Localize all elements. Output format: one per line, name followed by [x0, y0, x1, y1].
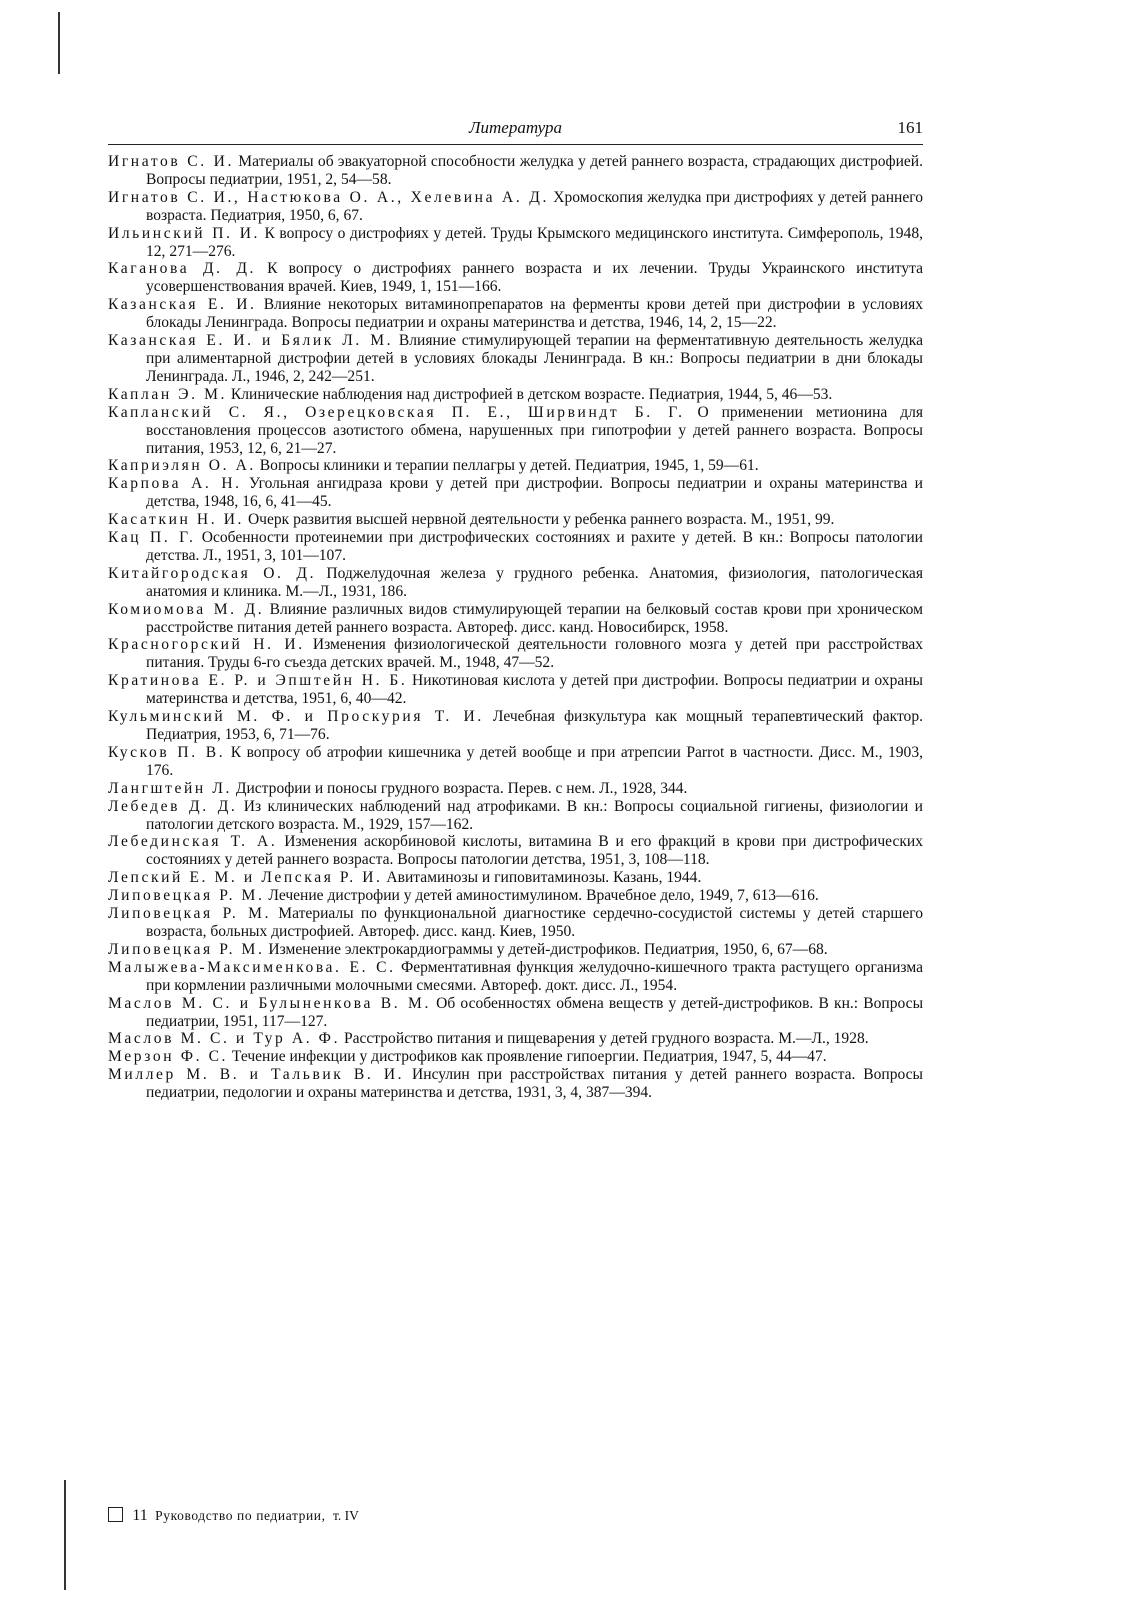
reference-author: Казанская Е. И. и Бялик Л. М. [108, 332, 394, 350]
reference-entry [108, 869, 923, 887]
reference-author: Лебедев Д. Д. [108, 797, 238, 815]
reference-entry [108, 1048, 923, 1066]
reference-entry [108, 189, 923, 225]
reference-entry [108, 565, 923, 601]
reference-author: Маслов М. С. и Тур А. Ф. [108, 1030, 341, 1048]
reference-text: Поджелудочная железа у грудного ребенка. Анатомия, физиология, патологическая анатомия и клиника. М.—Л., 1931, 186. [146, 564, 923, 600]
reference-text: Лечение дистрофии у детей аминостимулином. Врачебное дело, 1949, 7, 613—616. [268, 887, 819, 905]
scan-artifact-top [58, 12, 60, 74]
reference-text: Изменение электрокардиограммы у детей-дистрофиков. Педиатрия, 1950, 6, 67—68. [268, 940, 828, 958]
reference-entry [108, 225, 923, 261]
reference-entry [108, 636, 923, 672]
reference-entry [108, 153, 923, 189]
reference-author: Мерзон Ф. С. [108, 1048, 229, 1066]
reference-text: Авитаминозы и гиповитаминозы. Казань, 1944. [386, 869, 702, 887]
reference-author: Кратинова Е. Р. и Эпштейн Н. Б. [108, 672, 408, 690]
reference-entry [108, 672, 923, 708]
reference-author: Каганова Д. Д. [108, 260, 257, 278]
reference-text: Инсулин при расстройствах питания у детей раннего возраста. Вопросы педиатрии, педологии и охраны материнства и детства, 1931, 3, 4, 387—394. [146, 1066, 923, 1102]
reference-author: Миллер М. В. и Тальвик В. И. [108, 1066, 405, 1084]
footer-book-title: Руководство по педиатрии, [155, 1508, 326, 1523]
reference-author: Кульминский М. Ф. и Проскурия Т. И. [108, 708, 484, 726]
reference-text: Очерк развития высшей нервной деятельности у ребенка раннего возраста. М., 1951, 99. [247, 511, 835, 529]
reference-author: Липовецкая Р. М. [108, 905, 272, 923]
reference-entry [108, 404, 923, 458]
reference-entry [108, 529, 923, 565]
reference-entry [108, 833, 923, 869]
signature-number: 11 [132, 1507, 148, 1524]
reference-author: Ильинский П. И. [108, 224, 261, 242]
reference-author: Казанская Е. И. [108, 296, 257, 314]
reference-text: Особенности протеинемии при дистрофических состояниях и рахите у детей. В кн.: Вопросы патологии детства. Л., 1951, 3, 101—107. [146, 529, 924, 564]
reference-entry [108, 744, 923, 780]
reference-text: Влияние некоторых витаминопрепаратов на ферменты крови детей при дистрофии в условиях блокады Ленинграда. Вопросы педиатрии и охраны материнства и детства, 1946, 14, 2, 15—22. [146, 296, 924, 332]
reference-author: Каплан Э. М. [108, 385, 227, 403]
reference-text: Течение инфекции у дистрофиков как проявление гипоергии. Педиатрия, 1947, 5, 44—47. [231, 1048, 827, 1066]
page-body [108, 112, 923, 1102]
reference-author: Касаткин Н. И. [108, 511, 245, 529]
signature-footer [108, 1507, 359, 1525]
reference-text: К вопросу о дистрофиях у детей. Труды Крымского медицинского института. Симферополь, 1948, 12, 271—276. [146, 224, 923, 260]
reference-text: Изменения физиологической деятельности головного мозга у детей при расстройствах питания. Труды 6-го съезда детских врачей. М., 1948, 47—52. [146, 636, 924, 672]
reference-text: О применении метионина для восстановления процессов азотистого обмена, нарушенных при гипотрофии у детей раннего возраста. Вопросы питания, 1953, 12, 6, 21—27. [146, 403, 924, 457]
scan-artifact-bottom [64, 1480, 66, 1590]
reference-author: Карпова А. Н. [108, 475, 242, 493]
running-header [108, 112, 923, 145]
reference-entry [108, 941, 923, 959]
reference-entry [108, 511, 923, 529]
reference-text: Ферментативная функция желудочно-кишечного тракта растущего организма при кормлении различными молочными смесями. Автореф. докт. дисс. Л., 1954. [146, 958, 923, 994]
reference-entry [108, 260, 923, 296]
reference-text: К вопросу об атрофии кишечника у детей вообще и при атрепсии Parrot в частности. Дисс. М., 1903, 176. [146, 743, 923, 779]
reference-text: Вопросы клиники и терапии пеллагры у детей. Педиатрия, 1945, 1, 59—61. [259, 457, 759, 475]
reference-author: Игнатов С. И. [108, 153, 234, 170]
reference-author: Липовецкая Р. М. [108, 887, 265, 905]
reference-list [108, 153, 923, 1102]
reference-author: Игнатов С. И., Настюкова О. А., Хелевина А. Д. [108, 188, 549, 206]
reference-text: Об особенностях обмена веществ у детей-дистрофиков. В кн.: Вопросы педиатрии, 1951, 117—127. [146, 994, 924, 1030]
reference-author: Красногорский Н. И. [108, 636, 305, 654]
reference-entry [108, 386, 923, 404]
footer-volume: т. IV [333, 1508, 359, 1523]
reference-text: Угольная ангидраза крови у детей при дистрофии. Вопросы педиатрии и охраны материнства и детства, 1948, 16, 6, 41—45. [146, 475, 923, 511]
reference-author: Лепский Е. М. и Лепская Р. И. [108, 869, 383, 887]
reference-entry [108, 1030, 923, 1048]
reference-entry [108, 332, 923, 386]
reference-text: Материалы по функциональной диагностике сердечно-сосудистой системы у детей старшего возраста, больных дистрофией. Автореф. дисс. канд. Киев, 1950. [146, 905, 923, 940]
reference-author: Лебединская Т. А. [108, 833, 278, 851]
reference-text: Материалы об эвакуаторной способности желудка у детей раннего возраста, страдающих дистрофией. Вопросы педиатрии, 1951, 2, 54—58. [146, 153, 923, 188]
reference-author: Кац П. Г. [108, 529, 196, 547]
reference-entry [108, 708, 923, 744]
reference-text: Влияние различных видов стимулирующей терапии на белковый состав крови при хроническом расстройстве питания детей раннего возраста. Автореф. дисс. канд. Новосибирск, 1958. [146, 600, 923, 636]
reference-entry [108, 457, 923, 475]
reference-text: Расстройство питания и пищеварения у детей грудного возраста. М.—Л., 1928. [343, 1030, 869, 1048]
reference-text: Изменения аскорбиновой кислоты, витамина В и его фракций в крови при дистрофических состояниях у детей раннего возраста. Вопросы патологии детства, 1951, 3, 108—118. [146, 833, 924, 869]
reference-author: Каприэлян О. А. [108, 457, 256, 475]
reference-text: Влияние стимулирующей терапии на ферментативную деятельность желудка при алиментарной дистрофии детей в условиях блокады Ленинграда. В кн.: Вопросы педиатрии в дни блокады Ленинграда. Л., 1946, 2, 242—251. [146, 332, 924, 385]
reference-entry [108, 296, 923, 332]
reference-author: Малыжева-Максименкова. Е. С. [108, 958, 396, 976]
reference-entry [108, 887, 923, 905]
reference-author: Лангштейн Л. [108, 779, 232, 797]
running-title: Литература [468, 118, 562, 137]
reference-author: Капланский С. Я., Озерецковская П. Е., Ширвиндт Б. Г. [108, 403, 685, 421]
reference-author: Комиомова М. Д. [108, 600, 265, 618]
reference-text: К вопросу о дистрофиях раннего возраста и их лечении. Труды Украинского института усовершенствования врачей. Киев, 1949, 1, 151—166. [146, 260, 923, 296]
reference-entry [108, 601, 923, 637]
reference-entry [108, 995, 923, 1031]
reference-entry [108, 780, 923, 798]
reference-entry [108, 1066, 923, 1102]
reference-author: Липовецкая Р. М. [108, 940, 265, 958]
reference-author: Кусков П. В. [108, 743, 226, 761]
reference-text: Никотиновая кислота у детей при дистрофии. Вопросы педиатрии и охраны материнства и детства, 1951, 6, 40—42. [146, 672, 924, 708]
reference-text: Лечебная физкультура как мощный терапевтический фактор. Педиатрия, 1953, 6, 71—76. [146, 708, 923, 743]
reference-entry [108, 475, 923, 511]
reference-author: Китайгородская О. Д. [108, 564, 317, 582]
reference-entry [108, 959, 923, 995]
reference-text: Клинические наблюдения над дистрофией в детском возрасте. Педиатрия, 1944, 5, 46—53. [230, 385, 833, 403]
reference-entry [108, 798, 923, 834]
reference-text: Хромоскопия желудка при дистрофиях у детей раннего возраста. Педиатрия, 1950, 6, 67. [146, 188, 923, 224]
reference-entry [108, 905, 923, 941]
reference-author: Маслов М. С. и Булыненкова В. М. [108, 994, 431, 1012]
square-mark-icon [108, 1507, 123, 1522]
reference-text: Из клинических наблюдений над атрофиками. В кн.: Вопросы социальной гигиены, физиологии и патологии детского возраста. М., 1929, 157—162. [146, 797, 924, 833]
reference-text: Дистрофии и поносы грудного возраста. Перев. с нем. Л., 1928, 344. [235, 779, 688, 797]
page-number: 161 [897, 118, 923, 137]
